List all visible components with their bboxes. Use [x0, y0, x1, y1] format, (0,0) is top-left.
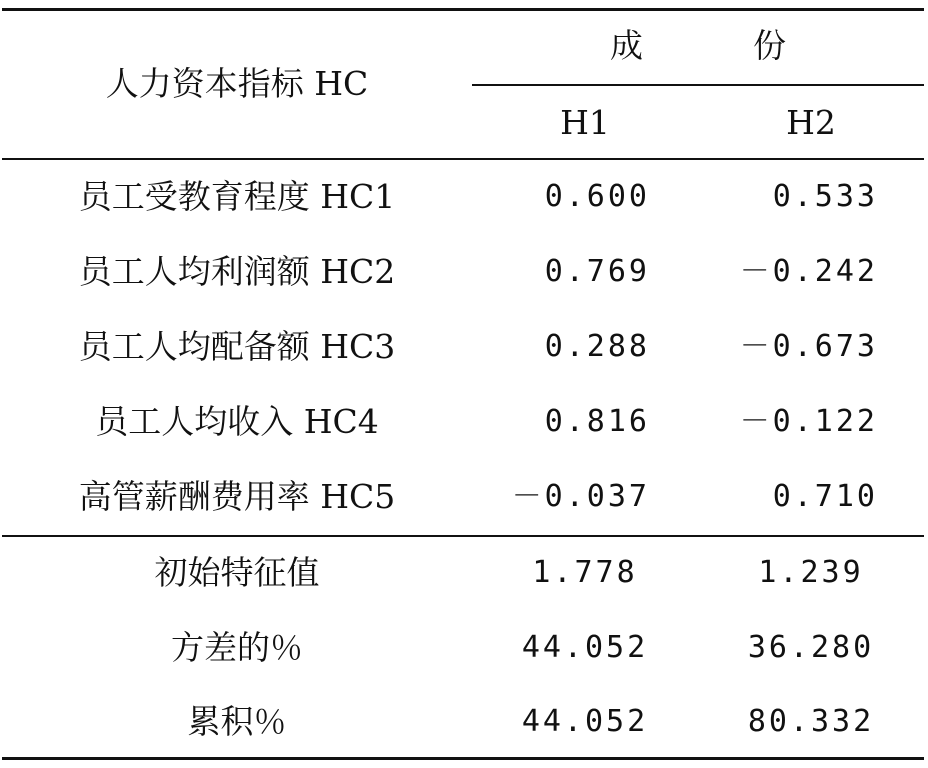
row-hc1-h1: 0.600 [544, 179, 650, 214]
row-hc5-h1: －0.037 [511, 479, 650, 514]
summary-label-cumulative: 累积％ [187, 702, 287, 741]
row-label-hc5: 高管薪酬费用率 HC5 [78, 477, 396, 516]
summary-cumulative-h1: 44.052 [521, 704, 649, 739]
row-hc5-h2: 0.710 [772, 479, 878, 514]
summary-eigenvalue-h1: 1.778 [532, 555, 638, 590]
row-hc2-h1: 0.769 [544, 254, 650, 289]
summary-eigenvalue-h2: 1.239 [758, 555, 864, 590]
summary-variance-h2: 36.280 [747, 630, 875, 665]
row-hc3-h2: －0.673 [739, 329, 878, 364]
row-hc4-h2: －0.122 [739, 404, 878, 439]
header-bottom-rule [2, 158, 924, 160]
summary-label-eigenvalue: 初始特征值 [154, 553, 320, 592]
summary-cumulative-h2: 80.332 [747, 704, 875, 739]
row-hc3-h1: 0.288 [544, 329, 650, 364]
row-label-hc4: 员工人均收入 HC4 [95, 402, 379, 441]
row-hc1-h2: 0.533 [772, 179, 878, 214]
summary-variance-h1: 44.052 [521, 630, 649, 665]
column-header-h2: H2 [786, 103, 836, 142]
group-underline [472, 84, 924, 86]
row-hc4-h1: 0.816 [544, 404, 650, 439]
column-header-h1: H1 [560, 103, 610, 142]
row-hc2-h2: －0.242 [739, 254, 878, 289]
summary-separator-rule [2, 535, 924, 537]
row-label-hc2: 员工人均利润额 HC2 [78, 252, 396, 291]
component-group-header: 成份 [610, 26, 896, 65]
row-label-hc3: 员工人均配备额 HC3 [78, 327, 396, 366]
table-top-rule [2, 8, 924, 11]
row-label-hc1: 员工受教育程度 HC1 [78, 177, 396, 216]
table-bottom-rule [2, 757, 924, 760]
summary-label-variance: 方差的％ [171, 628, 303, 667]
indicator-header: 人力资本指标 HC [105, 64, 369, 103]
